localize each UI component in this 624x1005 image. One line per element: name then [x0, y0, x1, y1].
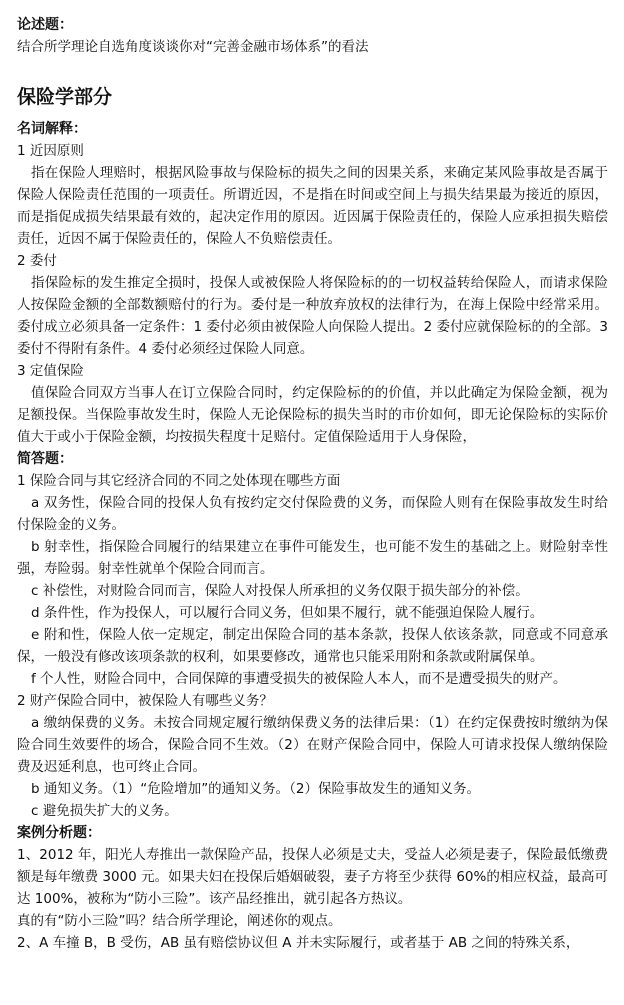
- short-q1-title: 1 保险合同与其它经济合同的不同之处体现在哪些方面: [17, 473, 341, 489]
- short-q2-point: c 避免损失扩大的义务。: [31, 803, 178, 819]
- short-q2-point: b 通知义务。（1）“危险增加”的通知义务。（2）保险事故发生的通知义务。: [31, 781, 481, 797]
- essay-heading: 论述题：: [17, 17, 73, 33]
- term-1-body: 指在保险人理赔时，根据风险事故与保险标的损失之间的因果关系，来确定某风险事故是否属于保险人保险责任范围的一项责任。所谓近因，不是指在时间或空间上与损失结果最为接近的原因，而是指促成损失结果最有效的，起决定作用的原因。近因属于保险责任的，保险人应承担损失赔偿责任，近因不属于保险责任的，保险人不负赔偿责任。: [17, 165, 608, 247]
- short-q2-point: a 缴纳保费的义务。未按合同规定履行缴纳保费义务的法律后果：（1）在约定保费按时缴纳为保险合同生效要件的场合，保险合同不生效。（2）在财产保险合同中，保险人可请求投保人缴纳保险费及迟延利息，也可终止合同。: [17, 715, 608, 775]
- short-q2-title: 2 财产保险合同中，被保险人有哪些义务？: [17, 693, 273, 709]
- short-q1-point: b 射幸性，指保险合同履行的结果建立在事件可能发生，也可能不发生的基础之上。财险射幸性强，寿险弱。射幸性就单个保险合同而言。: [17, 539, 608, 577]
- term-2-title: 2 委付: [17, 253, 57, 269]
- short-q1-point: c 补偿性，对财险合同而言，保险人对投保人所承担的义务仅限于损失部分的补偿。: [31, 583, 529, 599]
- short-q1-point: f 个人性，财险合同中，合同保障的事遭受损失的被保险人本人，而不是遭受损失的财产。: [31, 671, 567, 687]
- short-q1-point: e 附和性，保险人依一定规定，制定出保险合同的基本条款，投保人依该条款，同意或不同意承保，一般没有修改该项条款的权利，如果要修改，通常也只能采用附和条款或附属保单。: [17, 627, 608, 665]
- short-answer-heading: 简答题：: [17, 451, 73, 467]
- term-1-title: 1 近因原则: [17, 143, 84, 159]
- term-3-title: 3 定值保险: [17, 363, 84, 379]
- case-2-text: 2、A 车撞 B，B 受伤，AB 虽有赔偿协议但 A 并未实际履行，或者基于 AB 之间的特殊关系，: [17, 935, 580, 951]
- terms-heading: 名词解释：: [17, 121, 87, 137]
- case-1-question: 真的有“防小三险”吗？结合所学理论，阐述你的观点。: [17, 913, 342, 929]
- essay-question: 结合所学理论自选角度谈谈你对“完善金融市场体系”的看法: [17, 39, 369, 55]
- term-2-body: 指保险标的发生推定全损时，投保人或被保险人将保险标的的一切权益转给保险人，而请求保险人按保险金额的全部数额赔付的行为。委付是一种放弃放权的法律行为，在海上保险中经常采用。委付成立必须具备一定条件：1 委付必须由被保险人向保险人提出。2 委付应就保险标的的全部。3 委付不得附有条件。4 委付必须经过保险人同意。: [17, 275, 608, 357]
- term-3-body: 值保险合同双方当事人在订立保险合同时，约定保险标的的价值，并以此确定为保险金额，视为足额投保。当保险事故发生时，保险人无论保险标的损失当时的市价如何，即无论保险标的实际价值大于或小于保险金额，均按损失程度十足赔付。定值保险适用于人身保险，: [17, 385, 608, 445]
- short-q1-point: a 双务性，保险合同的投保人负有按约定交付保险费的义务，而保险人则有在保险事故发生时给付保险金的义务。: [17, 495, 608, 533]
- short-q1-point: d 条件性，作为投保人，可以履行合同义务，但如果不履行，就不能强迫保险人履行。: [31, 605, 544, 621]
- case-1-text: 1、2012 年，阳光人寿推出一款保险产品，投保人必须是丈夫，受益人必须是妻子，保险最低缴费额是每年缴费 3000 元。如果夫妇在投保后婚姻破裂，妻子方将至少获得 60%的相应权益，最高可达 100%，被称为“防小三险”。该产品经推出，就引起各方热议。: [17, 847, 608, 907]
- case-analysis-heading: 案例分析题：: [17, 825, 101, 841]
- section-title: 保险学部分: [17, 86, 113, 108]
